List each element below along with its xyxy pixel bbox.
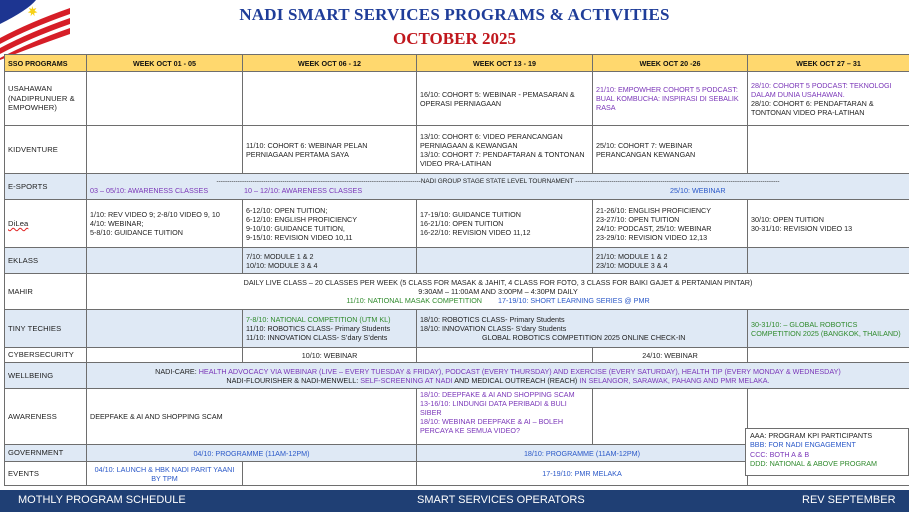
table-row-kidventure [5, 126, 909, 174]
table-row-eklass [5, 248, 909, 274]
table-cell [87, 310, 243, 348]
row-label: USAHAWAN (NADIPRUNUER & EMPOWHER) [5, 72, 87, 126]
column-header: WEEK OCT 20 -26 [593, 55, 748, 72]
cell-line: 30-31/10: REVISION VIDEO 13 [751, 223, 853, 233]
legend-box [745, 428, 909, 476]
table-cell: 04/10: LAUNCH & HBK NADI PARIT YAANI BY TPM [87, 462, 243, 486]
footer-right: REV SEPTEMBER [802, 494, 896, 506]
cell-line: 28/10: COHORT 5 PODCAST: TEKNOLOGI DALAM DUNIA USAHAWAN. [751, 80, 892, 99]
column-header: WEEK OCT 01 - 05 [87, 55, 243, 72]
legend-item-ddd: DDD: NATIONAL & ABOVE PROGRAM [750, 459, 878, 469]
table-cell [593, 389, 748, 445]
table-cell [417, 248, 593, 274]
cell-line: 1/10: REV VIDEO 9; 2-8/10 VIDEO 9, 10 [90, 210, 220, 219]
cell-line: 23-29/10: REVISION VIDEO 12,13 [596, 232, 708, 242]
cell-line: 18/10: DEEPFAKE & AI AND SHOPPING SCAM [420, 390, 575, 399]
table-row-tiny-techies [5, 310, 909, 348]
cell-line: 5-8/10: GUIDANCE TUITION [90, 228, 183, 237]
column-header: WEEK OCT 27 – 31 [748, 55, 909, 72]
table-cell [87, 274, 909, 310]
cell-line: GLOBAL ROBOTICS COMPETITION 2025 ONLINE CHECK-IN [482, 333, 686, 342]
table-cell: 24/10: WEBINAR [593, 348, 748, 363]
table-row-wellbeing [5, 363, 909, 389]
table-cell [243, 72, 417, 126]
row-label: E-SPORTS [5, 174, 87, 200]
table-cell: 10/10: WEBINAR [243, 348, 417, 363]
cell-line: 9-15/10: REVISION VIDEO 10,11 [246, 232, 353, 242]
cell-line: 18/10: INNOVATION CLASS- S’dary Students [420, 324, 567, 333]
page-subtitle: OCTOBER 2025 [393, 29, 516, 48]
outreach-text: AND MEDICAL OUTREACH (REACH) [452, 375, 580, 385]
cell-line: 4/10: WEBINAR; [90, 219, 144, 228]
cell-line: 23/10: MODULE 3 & 4 [596, 260, 668, 270]
cell-line: 7/10: MODULE 1 & 2 [246, 251, 314, 261]
table-cell [87, 348, 243, 363]
table-cell [243, 248, 417, 274]
table-cell [417, 348, 593, 363]
table-row-mahir [5, 274, 909, 310]
cell-line: 7-8/10: NATIONAL COMPETITION (UTM KL) [246, 315, 391, 324]
legend-item-ccc: CCC: BOTH A & B [750, 449, 810, 459]
table-cell [748, 248, 909, 274]
table-cell: 04/10: PROGRAMME (11AM-12PM) [87, 445, 417, 462]
tournament-banner: ------------------------------------------------------------------------------------------------NADI GROUP STAGE STATE LEVEL TOURNAMENT ------------------------------------------------------------------------------------------------ [216, 177, 780, 185]
table-header-row [5, 55, 909, 72]
table-cell [243, 462, 417, 486]
table-cell [748, 126, 909, 174]
footer-bar [0, 490, 909, 512]
table-cell [593, 200, 748, 248]
cell-line: 10 – 12/10: AWARENESS CLASSES [244, 185, 363, 195]
row-label: WELLBEING [5, 363, 87, 389]
table-cell [417, 200, 593, 248]
cell-line: 25/10: WEBINAR [670, 185, 726, 195]
table-cell: 16/10: COHORT 5: WEBINAR - PEMASARAN & OPERASI PERNIAGAAN [417, 72, 593, 126]
row-label: MAHIR [5, 274, 87, 310]
schedule-table [4, 54, 909, 486]
table-row-dilea [5, 200, 909, 248]
mahir-short-learning: 17-19/10: SHORT LEARNING SERIES @ PMR [498, 296, 650, 305]
cell-line: 30/10: OPEN TUITION [751, 214, 824, 224]
table-cell: 18/10: PROGRAMME (11AM-12PM) [417, 445, 748, 462]
column-header: WEEK OCT 13 - 19 [417, 55, 593, 72]
cell-line: 10/10: MODULE 3 & 4 [246, 260, 318, 270]
footer-left: MOTHLY PROGRAM SCHEDULE [18, 494, 186, 506]
mahir-national: 11/10: NATIONAL MASAK COMPETITION [346, 296, 483, 305]
cell-line [90, 296, 906, 305]
row-label [5, 200, 87, 248]
cell-line: 11/10: INNOVATION CLASS- S’dary S’dents [246, 333, 388, 342]
cell-line: 13-16/10: LINDUNGI DATA PERIBADI & BULI SIBER [420, 399, 567, 417]
table-cell [417, 310, 748, 348]
table-cell [87, 126, 243, 174]
cell-line: 23-27/10: OPEN TUITION [596, 214, 680, 224]
table-cell [417, 389, 593, 445]
cell-line: 6-12/10: OPEN TUITION; [246, 205, 328, 215]
cell-line: 18/10: WEBINAR DEEPFAKE & AI – BOLEH PERCAYA KE SEMUA VIDEO? [420, 417, 564, 435]
cell-line: 03 – 05/10: AWARENESS CLASSES [90, 185, 209, 195]
cell-line: 6-12/10: ENGLISH PROFICIENCY [246, 214, 358, 224]
cell-line: 11/10: ROBOTICS CLASS- Primary Students [246, 324, 391, 333]
column-header: SSO PROGRAMS [5, 55, 87, 72]
row-label-text: DiLea [8, 218, 29, 228]
table-cell [87, 72, 243, 126]
cell-line: 16-21/10: OPEN TUITION [420, 219, 504, 228]
table-row-usahawan [5, 72, 909, 126]
table-cell [748, 72, 909, 126]
footer-center: SMART SERVICES OPERATORS [417, 494, 585, 506]
nadi-care-text: HEALTH ADVOCACY VIA WEBINAR (LIVE – EVERY TUESDAY & FRIDAY), PODCAST (EVERY THURSDAY) AND EXERCISE (EVERY SATURDAY), HEALTH TIP (EVERY MONDAY & WEDNESDAY) [198, 366, 841, 376]
cell-line: 24/10: PODCAST, 25/10: WEBINAR [596, 223, 712, 233]
row-label: EKLASS [5, 248, 87, 274]
table-cell [593, 248, 748, 274]
table-cell [748, 348, 909, 363]
table-cell [243, 200, 417, 248]
self-screening-text: SELF-SCREENING AT NADI [360, 375, 453, 385]
cell-line: 16-22/10: REVISION VIDEO 11,12 [420, 228, 531, 237]
table-cell: 11/10: COHORT 6: WEBINAR PELAN PERNIAGAAN PERTAMA SAYA [243, 126, 417, 174]
row-label: TINY TECHIES [5, 310, 87, 348]
table-cell [87, 200, 243, 248]
cell-line [90, 376, 906, 385]
table-cell: 25/10: COHORT 7: WEBINAR PERANCANGAN KEWANGAN [593, 126, 748, 174]
nadi-care-label: NADI-CARE: [155, 366, 199, 376]
legend-item-bbb: BBB: FOR NADI ENGAGEMENT [750, 440, 856, 450]
cell-line [90, 367, 906, 376]
table-row-esports [5, 174, 909, 200]
table-cell [87, 174, 909, 200]
table-cell [417, 126, 593, 174]
table-row-cybersecurity [5, 348, 909, 363]
legend-item-aaa: AAA: PROGRAM KPI PARTICIPANTS [750, 431, 873, 440]
row-label: EVENTS [5, 462, 87, 486]
cell-line: DAILY LIVE CLASS – 20 CLASSES PER WEEK (5 CLASS FOR MASAK & JAHIT, 4 CLASS FOR FOTO, 3 CLASS FOR BAIKI GAJET & PERTANIAN PINTAR) [243, 278, 753, 287]
row-label: KIDVENTURE [5, 126, 87, 174]
row-label: AWARENESS [5, 389, 87, 445]
table-cell [243, 310, 417, 348]
table-cell [87, 363, 909, 389]
cell-line: 21/10: MODULE 1 & 2 [596, 251, 668, 261]
table-cell: DEEPFAKE & AI AND SHOPPING SCAM [87, 389, 417, 445]
row-label: CYBERSECURITY [5, 348, 87, 363]
cell-line: 13/10: COHORT 6: VIDEO PERANCANGAN PERNIAGAAN & KEWANGAN [420, 131, 563, 150]
flourisher-label: NADI-FLOURISHER & NADI-MENWELL: [226, 375, 361, 385]
cell-line: 13/10: COHORT 7: PENDAFTARAN & TONTONAN VIDEO PRA-LATIHAN [420, 149, 585, 168]
cell-line: 9-10/10: GUIDANCE TUITION, [246, 223, 345, 233]
table-cell: 30-31/10: – GLOBAL ROBOTICS COMPETITION 2025 (BANGKOK, THAILAND) [748, 310, 909, 348]
table-cell [87, 248, 243, 274]
page-title: NADI SMART SERVICES PROGRAMS & ACTIVITIES [239, 5, 670, 24]
table-cell: 17-19/10: PMR MELAKA [417, 462, 748, 486]
cell-line: 9:30AM – 11:00AM AND 3:00PM – 4:30PM DAILY [418, 287, 578, 296]
cell-line: 18/10: ROBOTICS CLASS- Primary Students [420, 315, 565, 324]
cell-line: 21-26/10: ENGLISH PROFICIENCY [596, 205, 712, 215]
table-cell: 21/10: EMPOWHER COHORT 5 PODCAST: BUAL KOMBUCHA: INSPIRASI DI SEBALIK RASA [593, 72, 748, 126]
table-cell [748, 200, 909, 248]
row-label: GOVERNMENT [5, 445, 87, 462]
outreach-locations: IN SELANGOR, SARAWAK, PAHANG AND PMR MELAKA. [579, 375, 770, 385]
column-header: WEEK OCT 06 - 12 [243, 55, 417, 72]
cell-line: 17-19/10: GUIDANCE TUITION [420, 210, 521, 219]
cell-line: 28/10: COHORT 6: PENDAFTARAN & TONTONAN VIDEO PRA-LATIHAN [751, 98, 874, 117]
